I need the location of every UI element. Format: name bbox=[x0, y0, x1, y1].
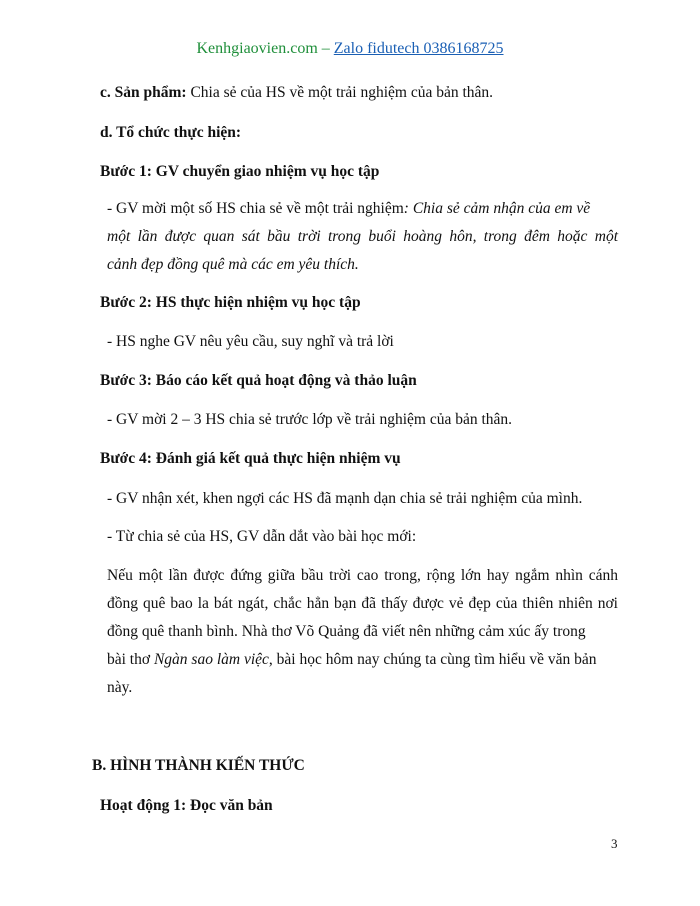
intro-line4-b: , bài học hôm nay chúng ta cùng tìm hiểu về văn bản bbox=[268, 651, 597, 668]
intro-line4-a: bài thơ bbox=[107, 651, 154, 668]
step2-text: - HS nghe GV nêu yêu cầu, suy nghĩ và trả lời bbox=[107, 333, 394, 350]
step4-text1: - GV nhận xét, khen ngợi các HS đã mạnh dạn chia sẻ trải nghiệm của mình. bbox=[107, 490, 583, 507]
step1-line3: cảnh đẹp đồng quê mà các em yêu thích. bbox=[107, 256, 359, 273]
header-zalo-link[interactable]: Zalo fidutech 0386168725 bbox=[333, 40, 504, 57]
header-dash: – bbox=[317, 40, 334, 57]
intro-line3: đồng quê thanh bình. Nhà thơ Võ Quảng đã viết nên những cảm xúc ấy trong bbox=[107, 623, 586, 640]
page-number: 3 bbox=[611, 836, 618, 851]
step2-heading: Bước 2: HS thực hiện nhiệm vụ học tập bbox=[100, 294, 361, 311]
intro-line1: Nếu một lần được đứng giữa bầu trời cao trong, rộng lớn hay ngắm nhìn cánh bbox=[107, 567, 618, 584]
intro-line5: này. bbox=[107, 679, 133, 696]
step4-heading: Bước 4: Đánh giá kết quả thực hiện nhiệm vụ bbox=[100, 450, 401, 467]
step4-text2: - Từ chia sẻ của HS, GV dẫn dắt vào bài học mới: bbox=[107, 528, 417, 545]
page-header bbox=[0, 40, 700, 58]
step1-line1 bbox=[107, 200, 590, 218]
poem-title: Ngàn sao làm việc bbox=[153, 651, 269, 668]
product-text: Chia sẻ của HS về một trải nghiệm của bản thân. bbox=[186, 84, 494, 101]
intro-line2: đồng quê bao la bát ngát, chắc hẳn bạn đã thấy được vẻ đẹp của thiên nhiên nơi bbox=[107, 595, 618, 612]
step3-heading: Bước 3: Báo cáo kết quả hoạt động và thảo luận bbox=[100, 372, 417, 389]
step1-line2: một lần được quan sát bầu trời trong buổi hoàng hôn, trong đêm hoặc một bbox=[107, 228, 618, 245]
product-label: c. Sản phẩm: bbox=[100, 84, 187, 101]
step3-text: - GV mời 2 – 3 HS chia sẻ trước lớp về trải nghiệm của bản thân. bbox=[107, 411, 513, 428]
product-line bbox=[100, 84, 493, 102]
step1-heading: Bước 1: GV chuyển giao nhiệm vụ học tập bbox=[100, 163, 380, 180]
organize-heading: d. Tổ chức thực hiện: bbox=[100, 124, 242, 141]
intro-line4 bbox=[107, 651, 596, 669]
step1-line1-normal: - GV mời một số HS chia sẻ về một trải nghiệm bbox=[107, 200, 404, 217]
step1-line1-italic: : Chia sẻ cảm nhận của em về bbox=[403, 200, 591, 217]
header-site[interactable]: Kenhgiaovien.com bbox=[196, 40, 318, 57]
part-b-heading: B. HÌNH THÀNH KIẾN THỨC bbox=[92, 757, 305, 774]
activity1-heading: Hoạt động 1: Đọc văn bản bbox=[100, 797, 273, 814]
